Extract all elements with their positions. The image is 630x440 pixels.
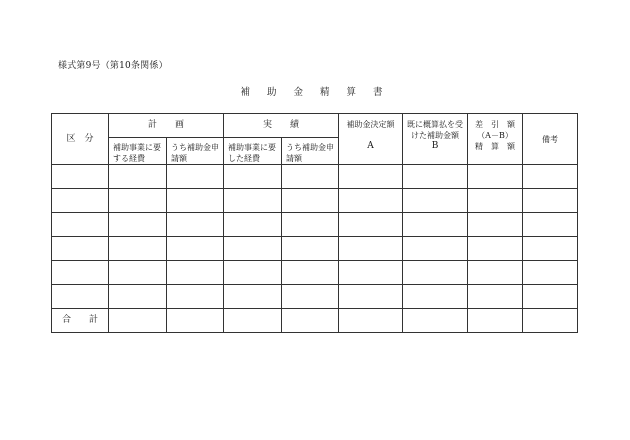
table-cell	[109, 213, 167, 237]
table-cell	[523, 237, 578, 261]
table-row	[52, 189, 578, 213]
table-cell	[339, 285, 403, 309]
table-cell	[339, 213, 403, 237]
category-cell	[52, 261, 109, 285]
table-cell	[339, 189, 403, 213]
category-cell	[52, 213, 109, 237]
table-cell	[224, 261, 282, 285]
table-cell	[339, 165, 403, 189]
table-cell	[403, 309, 468, 333]
table-cell	[282, 309, 339, 333]
table-cell	[109, 285, 167, 309]
table-cell	[282, 237, 339, 261]
table-cell	[282, 261, 339, 285]
decision-amount-header	[339, 114, 403, 165]
plan-request-header: うち補助金申請額	[167, 138, 224, 165]
table-cell	[339, 261, 403, 285]
table-cell	[403, 189, 468, 213]
table-cell	[167, 285, 224, 309]
table-cell	[339, 237, 403, 261]
prepaid-amount-label: 既に概算払を受けた補助金額	[407, 120, 463, 140]
table-cell	[109, 237, 167, 261]
total-row	[52, 309, 578, 333]
table-cell	[167, 237, 224, 261]
table-cell	[468, 285, 523, 309]
table-cell	[109, 261, 167, 285]
table-cell	[403, 261, 468, 285]
table-row	[52, 285, 578, 309]
table-cell	[523, 285, 578, 309]
table-cell	[109, 309, 167, 333]
settlement-amount-label: 精 算 額	[475, 142, 515, 151]
table-cell	[523, 309, 578, 333]
table-cell	[224, 285, 282, 309]
total-label: 合 計	[52, 309, 109, 333]
table-row	[52, 237, 578, 261]
table-cell	[167, 309, 224, 333]
table-cell	[468, 213, 523, 237]
category-cell	[52, 285, 109, 309]
table-cell	[224, 237, 282, 261]
table-cell	[403, 165, 468, 189]
actual-header: 実 績	[224, 114, 339, 138]
table-cell	[167, 165, 224, 189]
header-row-1	[52, 114, 578, 138]
table-cell	[468, 309, 523, 333]
table-cell	[282, 189, 339, 213]
table-cell	[403, 237, 468, 261]
actual-request-header: うち補助金申請額	[282, 138, 339, 165]
category-cell	[52, 165, 109, 189]
table-cell	[224, 213, 282, 237]
table-cell	[224, 165, 282, 189]
table-cell	[224, 189, 282, 213]
category-header: 区 分	[52, 114, 109, 165]
table-cell	[468, 189, 523, 213]
document-title: 補 助 金 精 算 書	[240, 87, 390, 98]
form-reference: 様式第9号（第10条関係）	[58, 61, 168, 71]
table-cell	[468, 261, 523, 285]
difference-label: 差 引 額	[475, 120, 515, 129]
decision-amount-label: 補助金決定額	[346, 120, 395, 129]
table-row	[52, 165, 578, 189]
actual-cost-header: 補助事業に要した経費	[224, 138, 282, 165]
category-cell	[52, 189, 109, 213]
table-cell	[339, 309, 403, 333]
table-cell	[468, 237, 523, 261]
settlement-table	[51, 113, 578, 333]
table-cell	[109, 189, 167, 213]
table-row	[52, 261, 578, 285]
table-cell	[167, 261, 224, 285]
plan-cost-header: 補助事業に要する経費	[109, 138, 167, 165]
table-cell	[523, 165, 578, 189]
table-cell	[523, 261, 578, 285]
prepaid-amount-code: B	[431, 141, 439, 151]
remarks-header: 備考	[523, 114, 578, 165]
decision-amount-code: A	[367, 141, 374, 151]
difference-formula: （A－B）	[477, 131, 513, 140]
prepaid-amount-header	[403, 114, 468, 165]
table-cell	[109, 165, 167, 189]
table-row	[52, 213, 578, 237]
category-cell	[52, 237, 109, 261]
table-cell	[282, 165, 339, 189]
plan-header: 計 画	[109, 114, 224, 138]
table-cell	[403, 213, 468, 237]
table-cell	[523, 213, 578, 237]
table-cell	[468, 165, 523, 189]
table-cell	[224, 309, 282, 333]
table-cell	[282, 285, 339, 309]
table-cell	[282, 213, 339, 237]
table-cell	[167, 213, 224, 237]
table-cell	[167, 189, 224, 213]
difference-header	[468, 114, 523, 165]
table-cell	[523, 189, 578, 213]
table-cell	[403, 285, 468, 309]
